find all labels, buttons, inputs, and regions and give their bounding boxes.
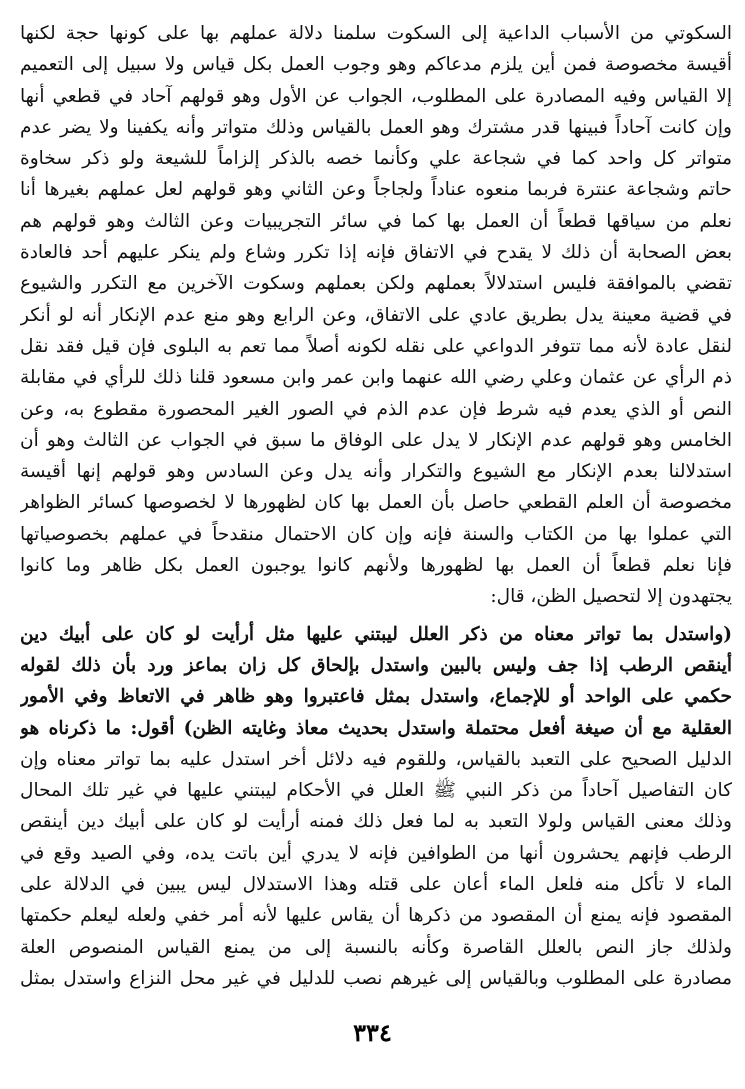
text-line: فإنا نعلم قطعاً أن العمل بها لظهورها ولأنهم كانوا يوجبون العمل بكل ظاهر وما كانوا [20, 555, 732, 577]
text-line: ذم الرأي عن عثمان وعلي رضي الله عنهما وابن عمر وابن مسعود قلنا ذلك للرأي في مقابلة [20, 367, 732, 389]
text-line: الدليل الصحيح على التعبد بالقياس، وللقوم فيه دلائل أخر استدل عليه بما تواتر معناه وإن [20, 748, 732, 770]
text-line: يجتهدون إلا لتحصيل الظن، قال: [490, 586, 732, 608]
text-line: لنقل عادة لأنه مما تتوفر الدواعي على نقله لكونه أصلاً مما تعم به البلوى فإن قيل فقد نقل [20, 335, 732, 357]
text-line: مخصوصة أن العلم القطعي حاصل بأن العمل بها كان لظهورها لا لخصوصها كسائر الظواهر [20, 492, 732, 514]
text-line: نعلم من سياقها قطعاً أن العمل بها كما في سائر التجريبيات وعن الثالث وهو قولهم هم [20, 210, 732, 232]
text-line: وإن كانت آحاداً فبينها قدر مشترك وهو العمل بالقياس وذلك متواتر وأنه يكفينا ولا يضر عدم [20, 116, 732, 138]
document-page [20, 18, 732, 1078]
text-line: الخامس وهو قولهم عدم الإنكار لا يدل على الوفاق ما سبق في الجواب عن الثالث وهو أن [20, 429, 732, 451]
quote-line: حكمي على الواحد أو للإجماع، واستدل بمثل فاعتبروا وهو ظاهر في الاتعاظ وفي الأمور [20, 686, 732, 708]
text-line: الرطب فإنهم يحشرون أنها من الطوافين فإنه لا يدري أين باتت يده، وفي الصيد وقع في [20, 842, 732, 864]
quote-line: أينقص الرطب إذا جف وليس بالبين واستدل بإلحاق كل زان بماعز ورد بأن ذلك لقوله [20, 654, 732, 676]
text-line: ولذلك جاز النص بالعلل القاصرة وكأنه بالنسبة إلى من يمنع القياس المنصوص العلة [20, 936, 732, 958]
text-line: الماء لا تأكل منه فلعل الماء أعان على قتله وهذا الاستدلال ليس يبين في الدلالة على [20, 874, 732, 896]
quote-line: العقلية مع أن صيغة أفعل محتملة واستدل بحديث معاذ وغايته الظن) أقول: ما ذكرناه هو [20, 717, 732, 739]
text-line: متواتر كل واحد كما في شجاعة علي وكأنما خصه بالذكر إلزاماً للشيعة ولو ذكر سخاوة [20, 148, 732, 170]
text-line: وذلك معنى القياس ولولا التعبد به لما فعل ذلك فمنه أرأيت لو كان على أبيك دين أينقص [20, 811, 732, 833]
text-line: السكوتي من الأسباب الداعية إلى السكوت سلمنا دلالة عملهم بها على كونها حجة لكنها [20, 23, 732, 44]
text-line: استدلالنا بعدم الإنكار مع الشيوع والتكرار وأنه يدل وعن السادس وهو قولهم إنها أقيسة [20, 461, 732, 483]
text-line: كان التفاصيل آحاداً من ذكر النبي ﷺ العلل في الأحكام ليبتني عليها في غير تلك المحال [20, 780, 732, 802]
quote-line: (واستدل بما تواتر معناه من ذكر العلل ليبتني عليها مثل أرأيت لو كان على أبيك دين [20, 623, 732, 645]
text-line: مصادرة على المطلوب وبالقياس إلى غيرهم نصب للدليل في غير محل النزاع واستدل بمثل [20, 967, 732, 989]
text-line: حاتم وشجاعة عنترة فربما منعوه عناداً ولجاجاً وعن الثاني وهو قولهم لعل عملهم بغيرها أنا [20, 179, 732, 201]
page-number: ٣٣٤ [353, 1018, 392, 1047]
commentary-text [20, 744, 732, 994]
text-line: في قضية معينة يدل بطريق عادي على الاتفاق، وعن الرابع وهو منع عدم الإنكار أنه لو أنكر [20, 304, 732, 326]
text-line: النص أو الذي يعدم فيه شرط فإن عدم الذم في الصور الغير المحصورة مقطوع به، وعن [20, 398, 732, 420]
text-line: بعض الصحابة أن ذلك لا يقدح في الاتفاق فإنه إذا تكرر وشاع ولم ينكر عليهم أحد فالعادة [20, 242, 732, 264]
text-line: أقيسة مخصوصة فمن أين يلزم مدعاكم وهو وجوب العمل بكل قياس ولا سبيل إلى التعميم [20, 54, 732, 76]
text-line: تقضي بالموافقة فليس استدلالاً بعملهم ولكن بعملهم وسكوت الآخرين مع التكرر والشيوع [20, 273, 732, 295]
text-line: التي عملوا بها من الكتاب والسنة فإنه وإن كان الاحتمال منقدحاً في عملهم بخصوصياتها [20, 523, 732, 545]
text-line: إلا القياس وفيه المصادرة على المطلوب، الجواب عن الأول وهو قولهم آحاد في قطعي أنها [20, 85, 732, 107]
body-text [20, 18, 732, 613]
text-line: المقصود فإنه يمنع أن المقصود من ذكرها أن يقاس عليها لأنه أمر خفي ولعله ليعلم حكمتها [20, 905, 732, 927]
quoted-matn [20, 619, 732, 744]
